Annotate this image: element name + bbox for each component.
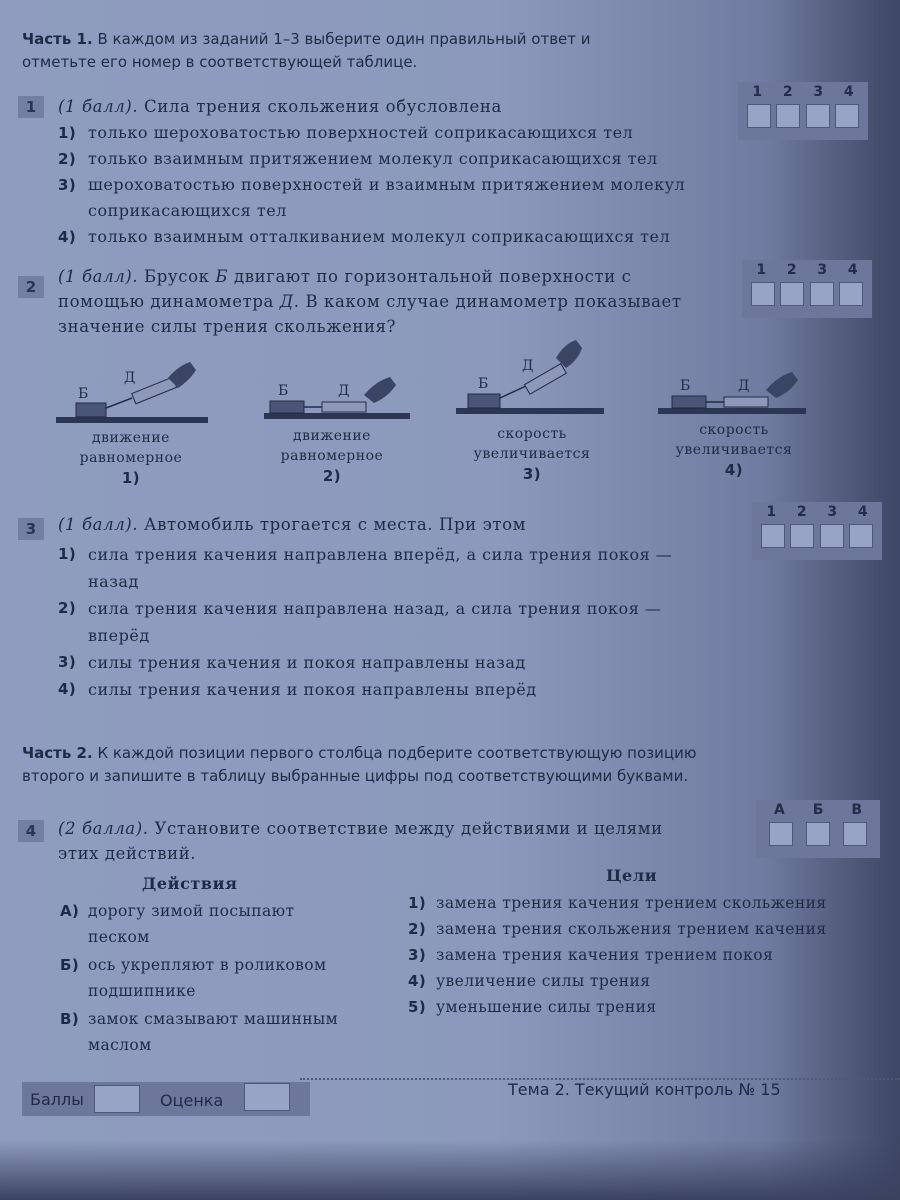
option-item[interactable]: 2) только взаимным притяжением молекул соприкасающихся тел <box>58 149 658 168</box>
action-item: А) дорогу зимой посыпают песком <box>60 902 295 946</box>
question-4-text <box>58 816 678 866</box>
answer-cell[interactable] <box>769 822 793 846</box>
question-1-text <box>58 94 718 119</box>
figure-1-label-b: Б <box>78 386 89 402</box>
answer-cell[interactable] <box>839 282 863 306</box>
actions-list <box>60 898 370 1058</box>
question-2-prompt-b: двигают по горизонтальной поверхности с помощью динамометра <box>58 267 632 311</box>
question-2-points: (1 балл). <box>58 267 139 286</box>
part2-text: К каждой позиции первого столбца подберите соответствующую позицию второго и запишите в таблицу выбранные цифры под соответствующими буквами. <box>22 744 697 785</box>
action-item: В) замок смазывают машинным маслом <box>60 1010 339 1054</box>
answer-cell[interactable] <box>780 282 804 306</box>
answer-cell[interactable] <box>806 822 830 846</box>
question-1-options <box>58 120 718 250</box>
question-4-number: 4 <box>18 820 44 842</box>
option-item[interactable]: 4) силы трения качения и покоя направлены вперёд <box>58 680 537 699</box>
answer-cell[interactable] <box>776 104 800 128</box>
question-1-points: (1 балл). <box>58 97 139 116</box>
answer-cell[interactable] <box>810 282 834 306</box>
goal-item: 3) замена трения качения трением покоя <box>408 946 774 964</box>
answer-cell[interactable] <box>843 822 867 846</box>
figure-3-label-d: Д <box>522 358 534 374</box>
part2-instructions <box>22 742 702 788</box>
option-item[interactable]: 1) сила трения качения направлена вперёд, а сила трения покоя — назад <box>58 545 673 591</box>
question-2-block-letter: Б <box>215 267 229 286</box>
question-3-options <box>58 541 678 703</box>
part2-label: Часть 2. <box>22 744 93 762</box>
figure-2-caption: движение равномерное 2) <box>280 428 384 485</box>
goal-item: 2) замена трения скольжения трением качения <box>408 920 827 938</box>
question-4-prompt: Установите соответствие между действиями и целями этих действий. <box>58 819 663 863</box>
question-3-prompt: Автомобиль трогается с места. При этом <box>144 515 527 534</box>
question-1-answer-table: 1 2 3 4 <box>738 82 868 140</box>
question-3-points: (1 балл). <box>58 515 139 534</box>
figure-4-caption: скорость увеличивается 4) <box>675 422 793 479</box>
figure-2-illustration <box>264 365 414 425</box>
option-item[interactable]: 4) только взаимным отталкиванием молекул соприкасающихся тел <box>58 227 671 246</box>
part1-text: В каждом из заданий 1–3 выберите один правильный ответ и отметьте его номер в соответствующей таблице. <box>22 30 591 71</box>
question-3-text <box>58 512 718 537</box>
question-2-text <box>58 264 698 339</box>
answer-cell[interactable] <box>849 524 873 548</box>
goal-item: 4) увеличение силы трения <box>408 972 651 990</box>
figure-2-label-d: Д <box>338 383 350 399</box>
page-shadow <box>0 1140 900 1200</box>
answer-cell[interactable] <box>835 104 859 128</box>
figure-4-label-d: Д <box>738 378 750 394</box>
footer-title: Тема 2. Текущий контроль № 15 <box>508 1080 781 1099</box>
answer-cell[interactable] <box>747 104 771 128</box>
grade-label: Оценка <box>160 1091 224 1110</box>
goals-list <box>408 890 900 1020</box>
goal-item: 1) замена трения качения трением скольжения <box>408 894 827 912</box>
part1-instructions <box>22 28 662 74</box>
question-1-number: 1 <box>18 96 44 118</box>
answer-cell[interactable] <box>790 524 814 548</box>
figure-1-illustration <box>56 360 216 430</box>
question-4-answer-table: А Б В <box>756 800 880 858</box>
part1-label: Часть 1. <box>22 30 93 48</box>
figure-4-label-b: Б <box>680 378 691 394</box>
figure-1-caption: движение равномерное 1) <box>79 430 183 487</box>
answer-cell[interactable] <box>820 524 844 548</box>
figure-3-illustration <box>456 340 606 420</box>
question-4-points: (2 балла). <box>58 819 149 838</box>
figure-1-label-d: Д <box>124 370 136 386</box>
answer-cell[interactable] <box>806 104 830 128</box>
figure-2-label-b: Б <box>278 383 289 399</box>
question-1-prompt: Сила трения скольжения обусловлена <box>144 97 502 116</box>
question-3-answer-table: 1 2 3 4 <box>752 502 882 560</box>
actions-column-heading: Действия <box>142 874 238 893</box>
figure-4-illustration <box>658 362 808 422</box>
goal-item: 5) уменьшение силы трения <box>408 998 657 1016</box>
option-item[interactable]: 2) сила трения качения направлена назад, а сила трения покоя — вперёд <box>58 599 662 645</box>
score-label: Баллы <box>30 1090 84 1109</box>
question-3-number: 3 <box>18 518 44 540</box>
score-input-box[interactable] <box>94 1085 140 1113</box>
figure-3-caption: скорость увеличивается 3) <box>473 426 591 483</box>
answer-cell[interactable] <box>751 282 775 306</box>
action-item: Б) ось укрепляют в роликовом подшипнике <box>60 956 327 1000</box>
question-2-answer-table: 1 2 3 4 <box>742 260 872 318</box>
question-2-number: 2 <box>18 276 44 298</box>
grade-input-box[interactable] <box>244 1083 290 1111</box>
question-2-dynamometer-letter: Д <box>279 292 294 311</box>
option-item[interactable]: 3) силы трения качения и покоя направлены назад <box>58 653 526 672</box>
answer-cell[interactable] <box>761 524 785 548</box>
question-2-prompt-a: Брусок <box>144 267 216 286</box>
figure-3-label-b: Б <box>478 376 489 392</box>
goals-column-heading: Цели <box>606 866 658 885</box>
option-item[interactable]: 1) только шероховатостью поверхностей соприкасающихся тел <box>58 123 634 142</box>
question-2-prompt-c: . В каком случае динамометр показывает значение силы трения скольжения? <box>58 292 682 336</box>
option-item[interactable]: 3) шероховатостью поверхностей и взаимным притяжением молекул соприкасающихся тел <box>58 175 686 220</box>
